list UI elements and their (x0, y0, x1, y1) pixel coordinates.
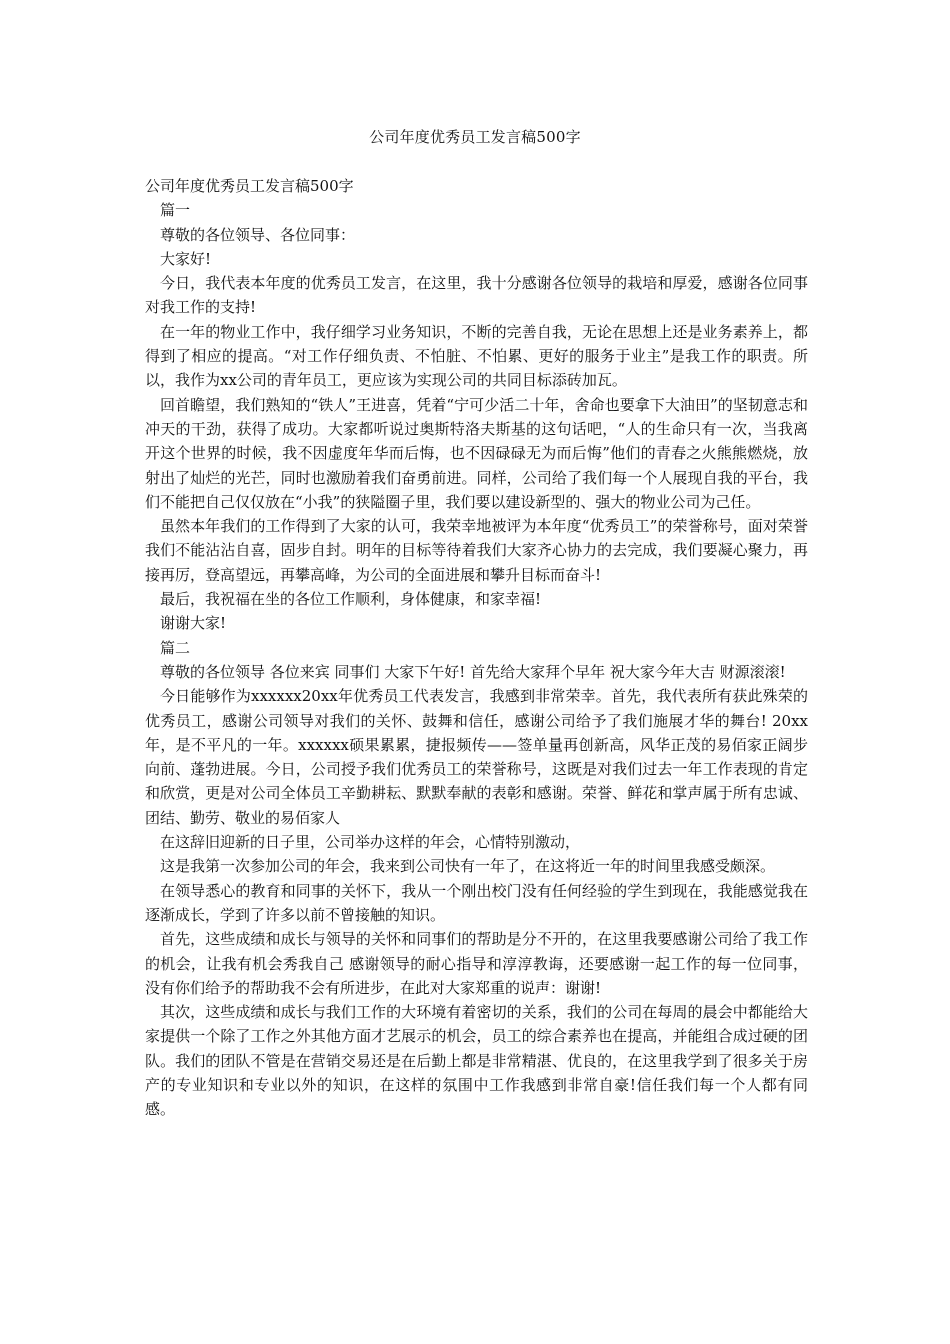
paragraph: 这是我第一次参加公司的年会，我来到公司快有一年了，在这将近一年的时间里我感受颇深。 (160, 857, 776, 876)
paragraph: 尊敬的各位领导 各位来宾 同事们 大家下午好! 首先给大家拜个早年 祝大家今年大吉 财源滚滚! (160, 662, 786, 681)
paragraph: 今日，我代表本年度的优秀员工发言，在这里，我十分感谢各位领导的栽培和厚爱，感谢各位同事对我工作的支持! (145, 274, 808, 317)
paragraph: 虽然本年我们的工作得到了大家的认可，我荣幸地被评为本年度“优秀员工”的荣誉称号，面对荣誉我们不能沾沾自喜，固步自封。明年的目标等待着我们大家齐心协力的去完成，我们要凝心聚力，再接再厉，登高望远，再攀高峰，为公司的全面进展和攀升目标而奋斗! (145, 517, 808, 584)
paragraph: 在一年的物业工作中，我仔细学习业务知识，不断的完善自我，无论在思想上还是业务素养上，都得到了相应的提高。“对工作仔细负责、不怕脏、不怕累、更好的服务于业主”是我工作的职责。所以，我作为xx公司的青年员工，更应该为实现公司的共同目标添砖加瓦。 (145, 322, 808, 390)
section-label-part-one: 篇一 (160, 201, 191, 220)
paragraph: 最后，我祝福在坐的各位工作顺利，身体健康，和家幸福! (160, 590, 542, 609)
paragraph: 其次，这些成绩和成长与我们工作的大环境有着密切的关系，我们的公司在每周的晨会中都能给大家提供一个除了工作之外其他方面才艺展示的机会，员工的综合素养也在提高，并能组合成过硬的团队。我们的团队不管是在营销交易还是在后勤上都是非常精湛、优良的，在这里我学到了很多关于房产的专业知识和专业以外的知识，在这样的氛围中工作我感到非常自豪!信任我们每一个人都有同感。 (145, 1003, 808, 1119)
paragraph: 在领导悉心的教育和同事的关怀下，我从一个刚出校门没有任何经验的学生到现在，我能感觉我在逐渐成长，学到了许多以前不曾接触的知识。 (145, 881, 808, 924)
closing-thanks: 谢谢大家! (160, 614, 227, 633)
paragraph: 回首瞻望，我们熟知的“铁人”王进喜，凭着“宁可少活二十年，舍命也要拿下大油田”的坚韧意志和冲天的干劲，获得了成功。大家都听说过奥斯特洛夫斯基的这句话吧，“人的生命只有一次，当我离开这个世界的时候，我不因虚度年华而后悔，也不因碌碌无为而后悔”他们的青春之火熊熊燃烧，放射出了灿烂的光芒，同时也激励着我们奋勇前进。同样，公司给了我们每一个人展现自我的平台，我们不能把自己仅仅放在“小我”的狭隘圈子里，我们要以建设新型的、强大的物业公司为己任。 (145, 395, 808, 511)
document-title: 公司年度优秀员工发言稿500字 (369, 128, 581, 146)
salutation: 尊敬的各位领导、各位同事： (160, 225, 356, 244)
greeting: 大家好! (160, 249, 212, 268)
paragraph: 首先，这些成绩和成长与领导的关怀和同事们的帮助是分不开的，在这里我要感谢公司给了我工作的机会，让我有机会秀我自己 感谢领导的耐心指导和淳淳教诲，还要感谢一起工作的每一位同事，没有你们给予的帮助我不会有所进步，在此对大家郑重的说声：谢谢! (145, 930, 808, 997)
paragraph: 在这辞旧迎新的日子里，公司举办这样的年会，心情特别激动， (160, 833, 581, 852)
section-label-part-two: 篇二 (160, 638, 191, 657)
paragraph: 今日能够作为xxxxxx20xx年优秀员工代表发言，我感到非常荣幸。首先，我代表所有获此殊荣的优秀员工，感谢公司领导对我们的关怀、鼓舞和信任，感谢公司给予了我们施展才华的舞台! 20xx年，是不平凡的一年。xxxxxx硕果累累，捷报频传——签单量再创新高，风华正茂的易佰家正阔步向前、蓬勃进展。今日，公司授予我们优秀员工的荣誉称号，这既是对我们过去一年工作表现的肯定和欣赏，更是对公司全体员工辛勤耕耘、默默奉献的表彰和感谢。荣誉、鲜花和掌声属于所有忠诚、团结、勤劳、敬业的易佰家人 (145, 687, 808, 827)
document-heading: 公司年度优秀员工发言稿500字 (145, 177, 354, 195)
document-body (145, 174, 808, 1122)
